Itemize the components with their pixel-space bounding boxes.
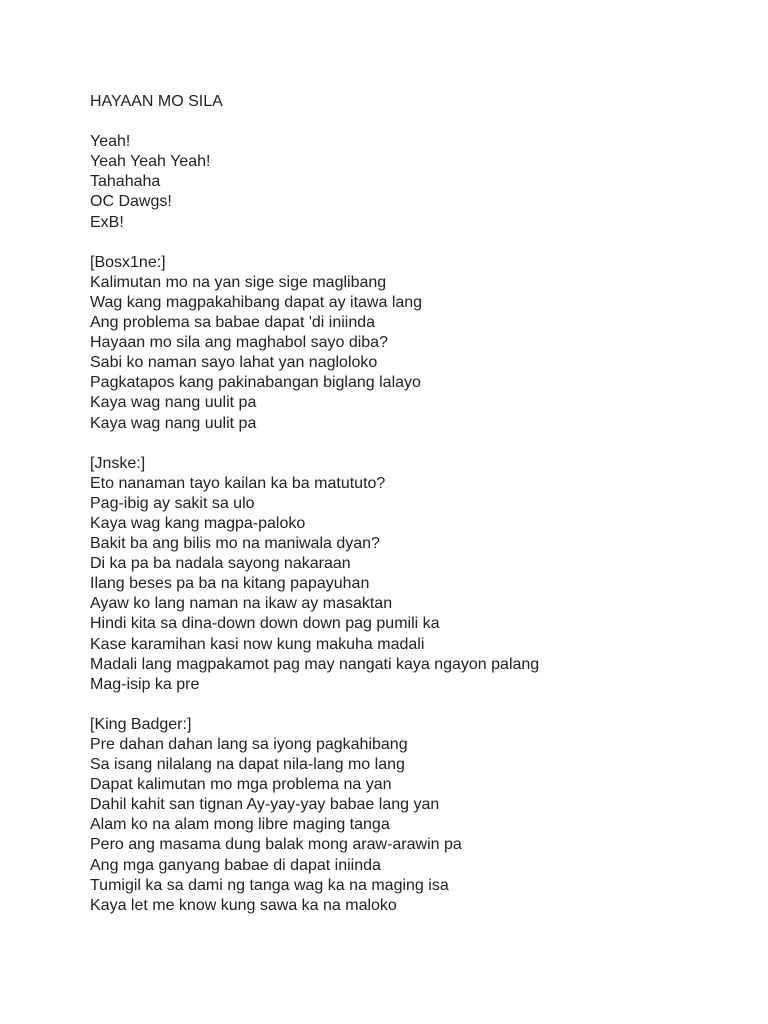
lyric-line: Sa isang nilalang na dapat nila-lang mo lang bbox=[90, 756, 405, 774]
stanza-gap bbox=[90, 233, 748, 253]
lyric-line: Pagkatapos kang pakinabangan biglang lalayo bbox=[90, 374, 421, 392]
lyric-line: Pag-ibig ay sakit sa ulo bbox=[90, 494, 255, 512]
lyric-line: Tumigil ka sa dami ng tanga wag ka na maging isa bbox=[90, 876, 449, 894]
lyric-line: Hayaan mo sila ang maghabol sayo diba? bbox=[90, 334, 388, 352]
lyric-line: Bakit ba ang bilis mo na maniwala dyan? bbox=[90, 535, 380, 553]
intro-stanza bbox=[90, 132, 748, 232]
lyric-line: Dapat kalimutan mo mga problema na yan bbox=[90, 776, 392, 794]
verse-artist-label: [Bosx1ne:] bbox=[90, 253, 166, 271]
lyric-line: Pero ang masama dung balak mong araw-arawin pa bbox=[90, 836, 462, 854]
lyric-line: Kase karamihan kasi now kung makuha madali bbox=[90, 635, 425, 653]
lyric-line: Ilang beses pa ba na kitang papayuhan bbox=[90, 575, 370, 593]
lyric-line: Hindi kita sa dina-down down down pag pumili ka bbox=[90, 615, 440, 633]
lyric-line: Kaya wag nang uulit pa bbox=[90, 394, 257, 412]
lyric-line: Ang problema sa babae dapat 'di iniinda bbox=[90, 314, 376, 332]
lyrics-document bbox=[90, 92, 748, 916]
lyric-line: Eto nanaman tayo kailan ka ba matututo? bbox=[90, 474, 386, 492]
verse-king-badger bbox=[90, 715, 748, 916]
lyric-line: Ayaw ko lang naman na ikaw ay masaktan bbox=[90, 595, 393, 613]
lyric-line: Kalimutan mo na yan sige sige maglibang bbox=[90, 273, 387, 291]
verse-jnske bbox=[90, 454, 748, 695]
lyric-line: Yeah Yeah Yeah! bbox=[90, 153, 211, 171]
lyric-line: Yeah! bbox=[90, 133, 131, 151]
lyric-line: Kaya let me know kung sawa ka na maloko bbox=[90, 896, 397, 914]
lyric-line: ExB! bbox=[90, 213, 124, 231]
lyric-line: Mag-isip ka pre bbox=[90, 675, 200, 693]
lyric-line: Dahil kahit san tignan Ay-yay-yay babae lang yan bbox=[90, 796, 440, 814]
lyric-line: Ang mga ganyang babae di dapat iniinda bbox=[90, 856, 381, 874]
lyric-line: Wag kang magpakahibang dapat ay itawa lang bbox=[90, 293, 423, 311]
lyric-line: Pre dahan dahan lang sa iyong pagkahibang bbox=[90, 736, 408, 753]
song-title: HAYAAN MO SILA bbox=[90, 93, 223, 110]
lyric-line: Di ka pa ba nadala sayong nakaraan bbox=[90, 555, 351, 573]
verse-artist-label: [Jnske:] bbox=[90, 454, 146, 472]
lyric-line: Sabi ko naman sayo lahat yan nagloloko bbox=[90, 354, 378, 372]
verse-artist-label: [King Badger:] bbox=[90, 715, 192, 733]
lyric-line: Tahahaha bbox=[90, 173, 161, 191]
verse-bosx1ne bbox=[90, 253, 748, 434]
stanza-gap bbox=[90, 695, 748, 715]
lyric-line: Kaya wag nang uulit pa bbox=[90, 414, 257, 432]
lyric-line: Alam ko na alam mong libre maging tanga bbox=[90, 816, 390, 834]
stanza-gap bbox=[90, 434, 748, 454]
stanza-gap bbox=[90, 112, 748, 132]
lyric-line: Madali lang magpakamot pag may nangati kaya ngayon palang bbox=[90, 655, 540, 673]
lyric-line: OC Dawgs! bbox=[90, 193, 172, 211]
lyric-line: Kaya wag kang magpa-paloko bbox=[90, 514, 306, 532]
